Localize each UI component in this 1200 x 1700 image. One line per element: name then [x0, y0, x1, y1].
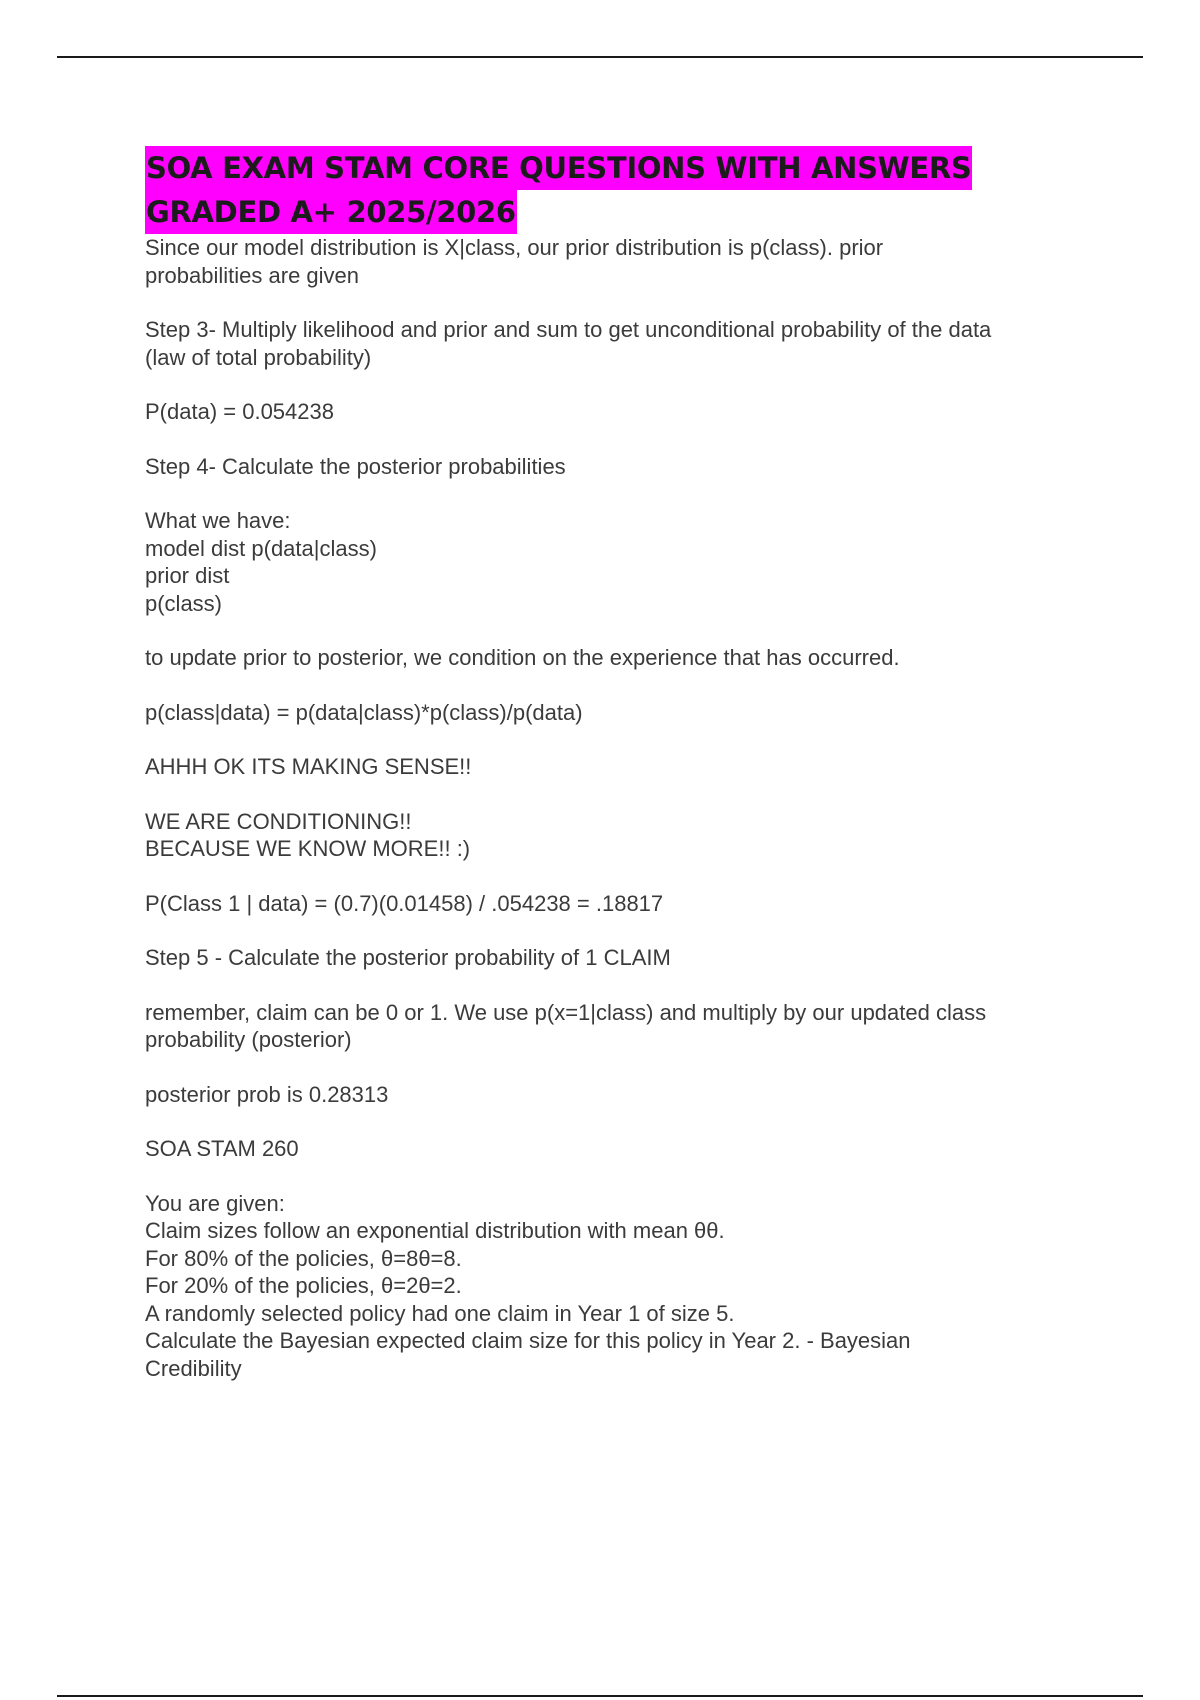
- paragraph-remember-claim: [145, 999, 1105, 1054]
- paragraph-prior-intro: [145, 234, 1105, 289]
- text-line: Since our model distribution is X|class, our prior distribution is p(class). prior: [145, 235, 884, 260]
- paragraph-making-sense: [145, 753, 1105, 781]
- text-line: What we have:: [145, 508, 291, 533]
- text-line: Step 3- Multiply likelihood and prior and sum to get unconditional probability of the data: [145, 317, 992, 342]
- text-line: model dist p(data|class): [145, 535, 377, 561]
- paragraph-posterior-prob: [145, 1081, 1105, 1109]
- paragraph-step-3: [145, 316, 1105, 371]
- paragraph-update-prior: [145, 644, 1105, 672]
- text-line: to update prior to posterior, we condition on the experience that has occurred.: [145, 645, 900, 670]
- text-line: BECAUSE WE KNOW MORE!! :): [145, 836, 471, 861]
- text-line: probability (posterior): [145, 1027, 352, 1052]
- text-line: Credibility: [145, 1355, 242, 1381]
- text-line: remember, claim can be 0 or 1. We use p(x=1|class) and multiply by our updated class: [145, 999, 987, 1025]
- text-line: probabilities are given: [145, 262, 360, 288]
- text-line: p(class|data) = p(data|class)*p(class)/p(data): [145, 699, 583, 725]
- text-line: prior dist: [145, 563, 230, 588]
- text-line: Step 4- Calculate the posterior probabilities: [145, 453, 566, 479]
- text-line: For 80% of the policies, θ=8θ=8.: [145, 1245, 462, 1271]
- text-line: AHHH OK ITS MAKING SENSE!!: [145, 754, 472, 779]
- document-body: [145, 146, 1105, 1382]
- paragraph-what-we-have: [145, 507, 1105, 617]
- text-line: Claim sizes follow an exponential distribution with mean θθ.: [145, 1218, 725, 1243]
- header-rule: [57, 56, 1143, 58]
- footer-rule: [57, 1695, 1143, 1697]
- paragraph-posterior-class-1: [145, 890, 1105, 918]
- text-line: p(class): [145, 590, 223, 616]
- text-line: A randomly selected policy had one claim in Year 1 of size 5.: [145, 1300, 735, 1326]
- document-title: [145, 146, 1105, 234]
- paragraph-step-4: [145, 453, 1105, 481]
- paragraph-conditioning: [145, 808, 1105, 863]
- paragraph-question: [145, 1190, 1105, 1383]
- paragraph-bayes-formula: [145, 699, 1105, 727]
- text-line: posterior prob is 0.28313: [145, 1081, 389, 1107]
- paragraph-p-data: [145, 398, 1105, 426]
- text-line: Calculate the Bayesian expected claim size for this policy in Year 2. - Bayesian: [145, 1328, 911, 1353]
- title-line: SOA EXAM STAM CORE QUESTIONS WITH ANSWERS: [145, 146, 972, 190]
- text-line: P(Class 1 | data) = (0.7)(0.01458) / .054238 = .18817: [145, 890, 664, 916]
- text-line: For 20% of the policies, θ=2θ=2.: [145, 1273, 462, 1298]
- text-line: Step 5 - Calculate the posterior probability of 1 CLAIM: [145, 945, 671, 970]
- paragraph-soa-stam-260: [145, 1135, 1105, 1163]
- text-line: SOA STAM 260: [145, 1136, 299, 1161]
- text-line: (law of total probability): [145, 344, 372, 370]
- paragraph-step-5: [145, 944, 1105, 972]
- text-line: You are given:: [145, 1190, 285, 1216]
- title-line: GRADED A+ 2025/2026: [145, 190, 517, 234]
- text-line: P(data) = 0.054238: [145, 399, 334, 424]
- text-line: WE ARE CONDITIONING!!: [145, 808, 412, 834]
